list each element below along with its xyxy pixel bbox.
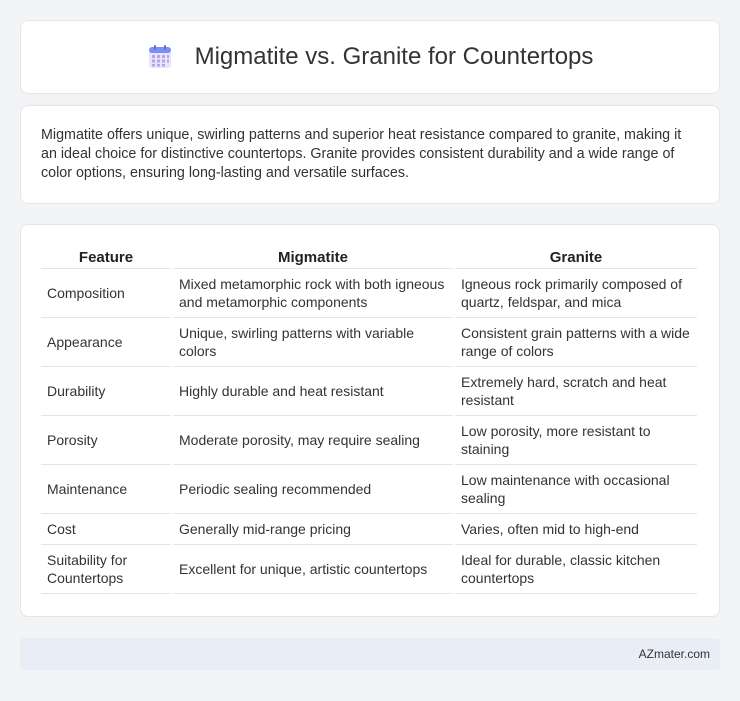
migmatite-cell: Unique, swirling patterns with variable colors (173, 318, 453, 367)
table-row (41, 465, 697, 514)
table-row (41, 545, 697, 594)
granite-cell: Varies, often mid to high-end (455, 514, 697, 545)
migmatite-cell: Mixed metamorphic rock with both igneous and metamorphic components (173, 269, 453, 318)
footer (20, 638, 720, 670)
title-row (147, 43, 594, 71)
migmatite-cell: Periodic sealing recommended (173, 465, 453, 514)
migmatite-cell: Generally mid-range pricing (173, 514, 453, 545)
feature-cell: Maintenance (41, 465, 171, 514)
migmatite-cell: Excellent for unique, artistic countertops (173, 545, 453, 594)
granite-cell: Low maintenance with occasional sealing (455, 465, 697, 514)
migmatite-cell: Moderate porosity, may require sealing (173, 416, 453, 465)
granite-cell: Ideal for durable, classic kitchen countertops (455, 545, 697, 594)
granite-cell: Extremely hard, scratch and heat resistant (455, 367, 697, 416)
comparison-table-card (20, 224, 720, 617)
table-row (41, 318, 697, 367)
migmatite-cell: Highly durable and heat resistant (173, 367, 453, 416)
table-header-row (41, 245, 697, 269)
table-row (41, 416, 697, 465)
granite-cell: Consistent grain patterns with a wide range of colors (455, 318, 697, 367)
feature-cell: Cost (41, 514, 171, 545)
granite-cell: Igneous rock primarily composed of quartz, feldspar, and mica (455, 269, 697, 318)
footer-site-label: AZmater.com (638, 647, 710, 661)
page-title: Migmatite vs. Granite for Countertops (194, 43, 594, 70)
feature-cell: Durability (41, 367, 171, 416)
header-migmatite: Migmatite (173, 245, 453, 269)
table-row (41, 514, 697, 545)
calendar-icon (147, 44, 173, 70)
summary-card (20, 105, 720, 204)
summary-text: Migmatite offers unique, swirling patterns and superior heat resistance compared to granite, making it an ideal choice for distinctive countertops. Granite provides consistent durability and a wide range of color options, ensuring long-lasting and versatile surfaces. (41, 127, 682, 181)
header-feature: Feature (41, 245, 171, 269)
feature-cell: Suitability for Countertops (41, 545, 171, 594)
table-row (41, 367, 697, 416)
feature-cell: Appearance (41, 318, 171, 367)
feature-cell: Porosity (41, 416, 171, 465)
header-granite: Granite (455, 245, 697, 269)
table-row (41, 269, 697, 318)
title-card (20, 20, 720, 94)
granite-cell: Low porosity, more resistant to staining (455, 416, 697, 465)
comparison-table (39, 245, 699, 594)
feature-cell: Composition (41, 269, 171, 318)
